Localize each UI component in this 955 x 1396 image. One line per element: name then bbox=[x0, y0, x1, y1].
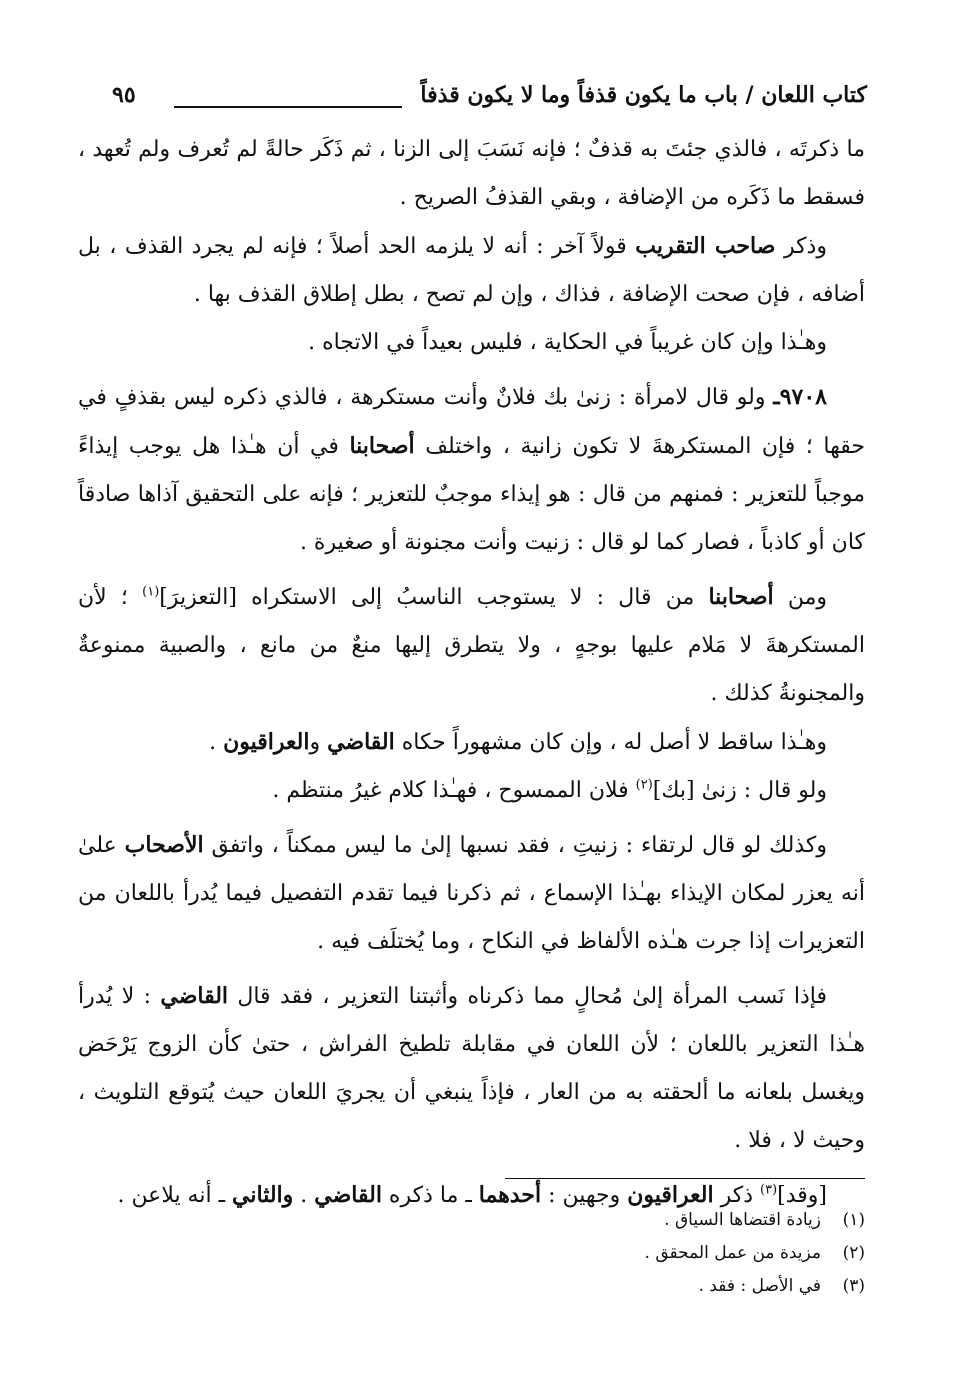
text-segment: ولو قال لامرأة : زنىٰ بك فلانٌ وأنت مستكرهة ، فالذي ذكره ليس بقذفٍ في حقها ؛ فإن المستكرهةَ لا تكون زانية ، واختلف bbox=[78, 385, 865, 459]
footnote-number: (٣) bbox=[842, 1276, 865, 1296]
text-segment: ولو قال : زنىٰ [بك] bbox=[652, 778, 827, 803]
text-segment: ذكر bbox=[713, 1183, 760, 1208]
page-number: ٩٥ bbox=[112, 82, 136, 108]
text-segment: فإذا نَسب المرأة إلىٰ مُحالٍ مما ذكرناه وأثبتنا التعزير ، فقد قال bbox=[228, 984, 827, 1009]
text-segment: ما ذكرتَه ، فالذي جئتَ به قذفٌ ؛ فإنه نَسَبَ إلى الزنا ، ثم ذَكَر حالةً لم تُعرف ولم تُعهد ، فسقط ما ذَكَره من الإضافة ، وبقي القذفُ الصريح . bbox=[78, 137, 865, 210]
paragraph bbox=[78, 373, 865, 567]
paragraph bbox=[78, 718, 865, 767]
text-segment: في أن هـٰذا هل يوجب إيذاءً موجباً للتعزير : فمنهم من قال : هو إيذاء موجبٌ للتعزير ؛ فإنه على التحقيق آذاها صادقاً كان أو كاذباً ، فصار كما لو قال : زنيت وأنت مجنونة أو صغيرة . bbox=[78, 434, 865, 555]
footnote bbox=[365, 1204, 865, 1237]
bold-term: أصحابنا bbox=[708, 584, 774, 610]
text-segment: . bbox=[209, 730, 224, 755]
text-segment: فلان الممسوح ، فهـٰذا كلام غيرُ منتظم . bbox=[272, 778, 636, 803]
paragraph bbox=[78, 126, 865, 222]
bold-term: صاحب التقريب bbox=[635, 233, 776, 259]
bold-term: ٩٧٠٨ـ bbox=[773, 384, 827, 410]
text-segment: ـ أنه يلاعن . bbox=[117, 1183, 233, 1208]
footnote-ref: (٣) bbox=[760, 1182, 778, 1198]
footnote-number: (٢) bbox=[842, 1243, 865, 1263]
bold-term: القاضي bbox=[160, 983, 229, 1009]
bold-term: أحدهما bbox=[478, 1182, 542, 1208]
text-segment: وجهين : bbox=[541, 1183, 628, 1208]
header-rule bbox=[174, 106, 402, 108]
text-segment: علىٰ أنه يعزر لمكان الإيذاء بهـٰذا الإسماع ، ثم ذكرنا فيما تقدم التفصيل فيما يُدرأ باللعان من التعزيرات إذا جرت هـٰذه الألفاظ في النكاح ، وما يُختلَف فيه . bbox=[78, 833, 865, 954]
text-segment: وهـٰذا وإن كان غريباً في الحكاية ، فليس بعيداً في الاتجاه . bbox=[308, 330, 827, 355]
bold-term: أصحابنا bbox=[349, 433, 415, 459]
bold-term: العراقيون bbox=[627, 1182, 714, 1208]
bold-term: والثاني bbox=[232, 1182, 294, 1208]
text-segment: ـ ما ذكره bbox=[381, 1183, 479, 1208]
text-segment: ومن bbox=[773, 585, 827, 610]
text-segment: قولاً آخر : أنه لا يلزمه الحد أصلاً ؛ فإنه لم يجرد القذف ، بل أضافه ، فإن صحت الإضافة ، فذاك ، وإن لم تصح ، بطل إطلاق القذف بها . bbox=[78, 234, 865, 307]
bold-term: القاضي bbox=[327, 729, 395, 755]
footnote-ref: (٢) bbox=[635, 777, 653, 793]
footnote bbox=[365, 1270, 865, 1303]
footnote-ref: (١) bbox=[142, 584, 160, 600]
text-segment: و bbox=[309, 730, 328, 755]
footnote bbox=[365, 1237, 865, 1270]
paragraph bbox=[78, 821, 865, 966]
text-segment: [وقد] bbox=[777, 1183, 827, 1208]
text-segment: وكذلك لو قال لرتقاء : زنيتِ ، فقد نسبها إلىٰ ما ليس ممكناً ، واتفق bbox=[203, 833, 827, 858]
text-segment: من قال : لا يستوجب الناسبُ إلى الاستكراه [التعزيرَ] bbox=[159, 585, 709, 610]
text-segment: ؛ لأن المستكرهةَ لا مَلام عليها بوجهٍ ، ولا يتطرق إليها منعٌ من مانع ، والصبية ممنوعةٌ والمجنونةُ كذلك . bbox=[78, 585, 865, 706]
paragraph bbox=[78, 319, 865, 367]
footnote-text: مزيدة من عمل المحقق . bbox=[644, 1243, 821, 1263]
running-title: كتاب اللعان / باب ما يكون قذفاً وما لا يكون قذفاً bbox=[420, 82, 867, 108]
footnote-text: زيادة اقتضاها السياق . bbox=[664, 1210, 821, 1230]
running-header bbox=[112, 78, 867, 118]
paragraph bbox=[78, 222, 865, 319]
bold-term: القاضي bbox=[314, 1182, 382, 1208]
paragraph bbox=[78, 767, 865, 815]
footnote-number: (١) bbox=[842, 1210, 865, 1230]
text-segment: وذكر bbox=[775, 234, 827, 259]
text-segment: وهـٰذا ساقط لا أصل له ، وإن كان مشهوراً حكاه bbox=[394, 730, 827, 755]
paragraph bbox=[78, 573, 865, 718]
footnote-separator bbox=[505, 1178, 865, 1179]
text-segment: . bbox=[293, 1183, 315, 1208]
text-segment: : لا يُدرأ هـٰذا التعزير باللعان ؛ لأن اللعان في مقابلة تلطيخ الفراش ، حتىٰ كأن الزوج يَرْحَض ويغسل بلعانه ما ألحقته به من العار ، فإذاً ينبغي أن يجريَ اللعان حيث يُتوقع التلويث ، وحيث لا ، فلا . bbox=[78, 984, 865, 1153]
paragraph bbox=[78, 972, 865, 1165]
bold-term: العراقيون bbox=[223, 729, 310, 755]
bold-term: الأصحاب bbox=[124, 832, 204, 858]
main-text bbox=[78, 126, 865, 1220]
footnote-text: في الأصل : فقد . bbox=[698, 1276, 821, 1296]
footnotes bbox=[365, 1204, 865, 1303]
